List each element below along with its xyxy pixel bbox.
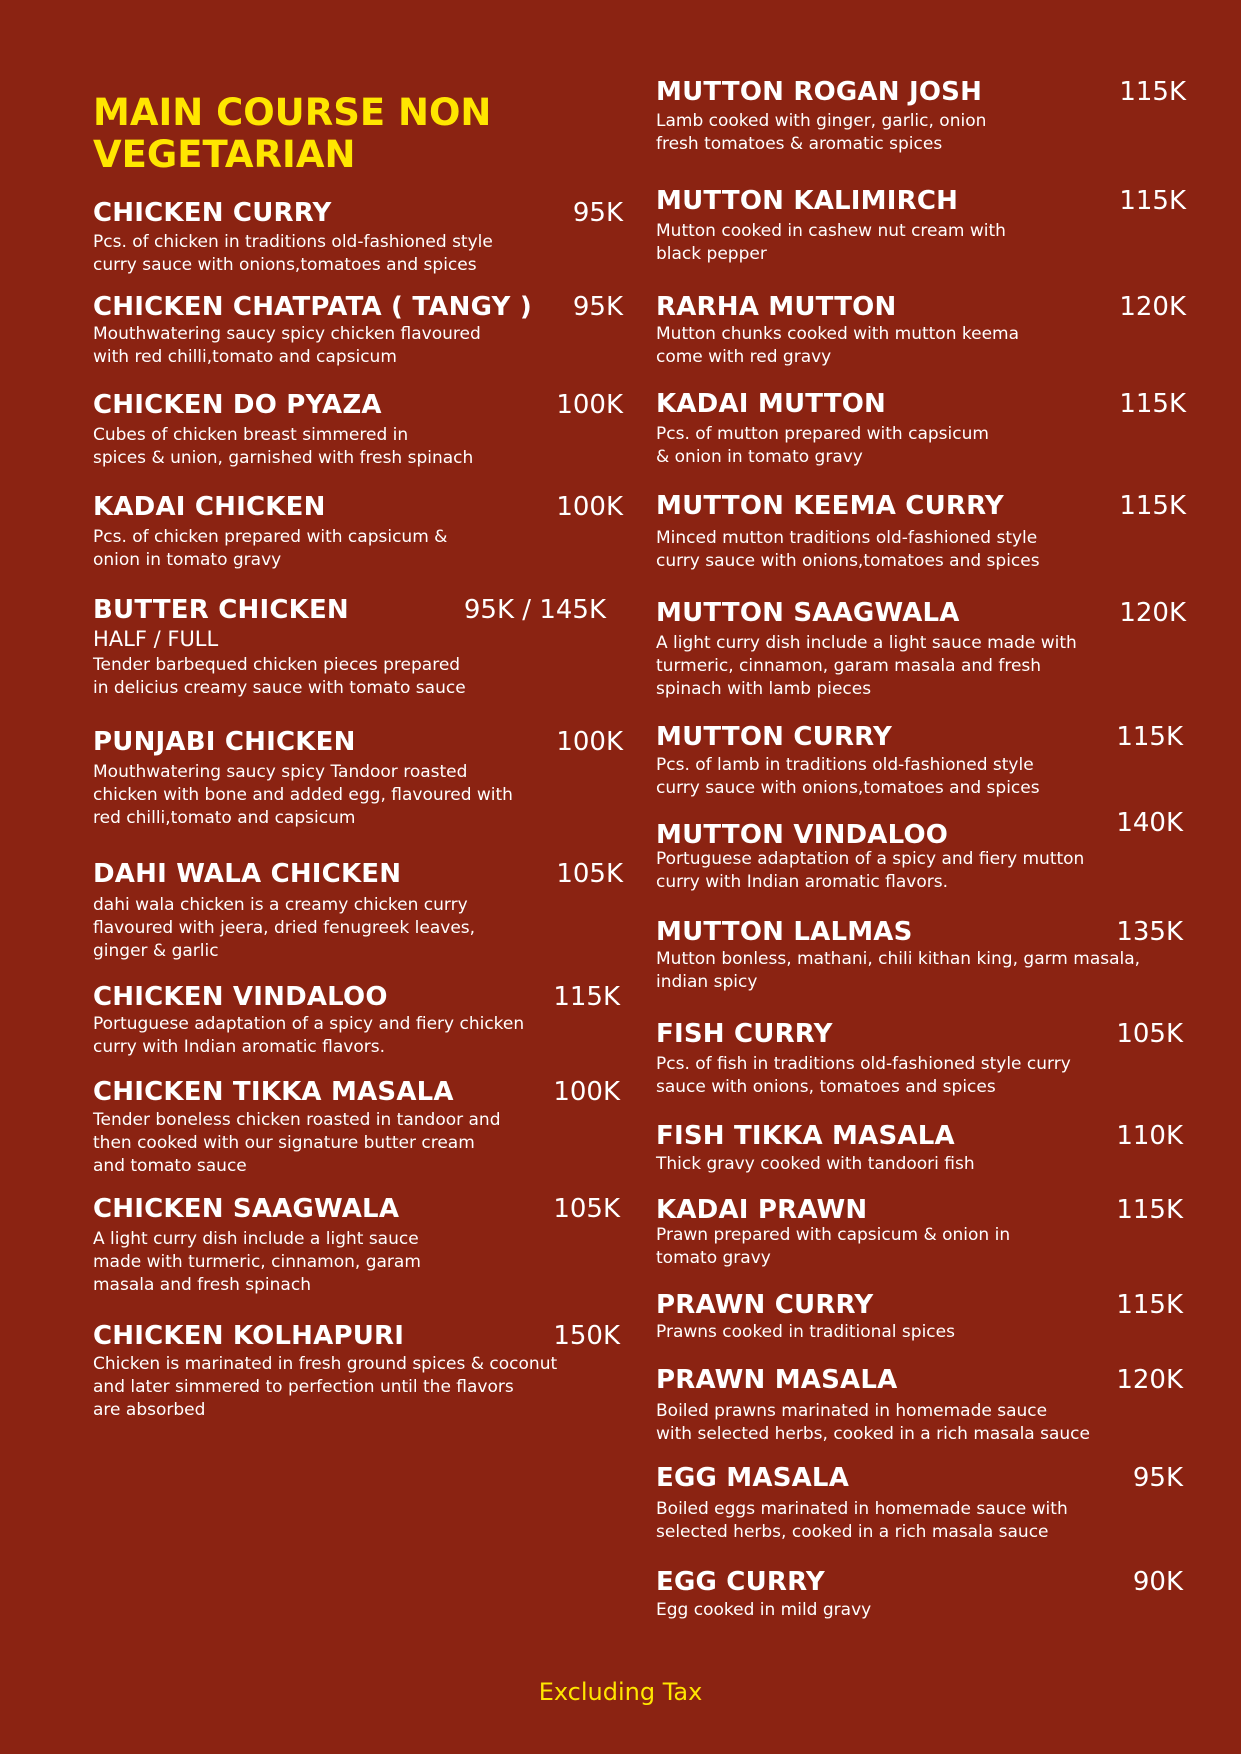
item-description: Lamb cooked with ginger, garlic, onion fresh tomatoes & aromatic spices <box>656 111 987 154</box>
item-price: 115K <box>1116 1195 1183 1225</box>
item-description: Mutton cooked in cashew nut cream with black pepper <box>656 221 1006 264</box>
item-description: Cubes of chicken breast simmered in spices & union, garnished with fresh spinach <box>93 425 474 468</box>
item-description: Tender boneless chicken roasted in tandoor and then cooked with our signature butter cream and tomato sauce <box>93 1110 501 1176</box>
item-name: KADAI MUTTON <box>656 389 887 419</box>
item-name: MUTTON KALIMIRCH <box>656 186 959 216</box>
item-name: KADAI CHICKEN <box>93 492 326 522</box>
item-price: 100K <box>556 727 623 757</box>
item-price: 120K <box>1119 598 1186 628</box>
item-description: Pcs. of fish in traditions old-fashioned style curry sauce with onions, tomatoes and spices <box>656 1054 1071 1097</box>
item-price: 115K <box>1116 1290 1183 1320</box>
item-name: MUTTON KEEMA CURRY <box>656 491 1004 521</box>
item-name: PRAWN CURRY <box>656 1290 874 1320</box>
item-description: Tender barbequed chicken pieces prepared in delicius creamy sauce with tomato sauce <box>93 655 466 698</box>
item-description: Pcs. of chicken prepared with capsicum & onion in tomato gravy <box>93 527 448 570</box>
item-name: CHICKEN VINDALOO <box>93 982 388 1012</box>
item-name: MUTTON ROGAN JOSH <box>656 77 983 107</box>
item-description: Minced mutton traditions old-fashioned style curry sauce with onions,tomatoes and spices <box>656 528 1040 571</box>
item-description: A light curry dish include a light sauce made with turmeric, cinnamon, garam masala and fresh spinach <box>93 1229 421 1295</box>
item-name: PRAWN MASALA <box>656 1365 898 1395</box>
item-price: 115K <box>1116 722 1183 752</box>
item-name: KADAI PRAWN <box>656 1195 868 1225</box>
item-name: CHICKEN KOLHAPURI <box>93 1321 405 1351</box>
item-portion: HALF / FULL <box>93 627 219 651</box>
item-price: 115K <box>1119 389 1186 419</box>
item-price: 135K <box>1116 917 1183 947</box>
item-name: PUNJABI CHICKEN <box>93 727 356 757</box>
item-description: Chicken is marinated in fresh ground spices & coconut and later simmered to perfection until the flavors are absorbed <box>93 1354 558 1420</box>
item-name: FISH CURRY <box>656 1019 833 1049</box>
item-name: CHICKEN CHATPATA ( TANGY ) <box>93 292 532 322</box>
item-price: 105K <box>553 1194 620 1224</box>
item-name: CHICKEN DO PYAZA <box>93 390 382 420</box>
item-price: 100K <box>556 492 623 522</box>
item-description: Mouthwatering saucy spicy chicken flavoured with red chilli,tomato and capsicum <box>93 324 481 367</box>
item-description: Boiled eggs marinated in homemade sauce with selected herbs, cooked in a rich masala sauce <box>656 1499 1068 1542</box>
item-name: EGG MASALA <box>656 1463 850 1493</box>
item-name: DAHI WALA CHICKEN <box>93 859 402 889</box>
item-description: Mouthwatering saucy spicy Tandoor roasted chicken with bone and added egg, flavoured with red chilli,tomato and capsicum <box>93 762 513 828</box>
item-name: CHICKEN TIKKA MASALA <box>93 1077 454 1107</box>
item-price: 95K <box>572 198 623 228</box>
item-price: 95K <box>572 292 623 322</box>
item-price: 110K <box>1116 1121 1183 1151</box>
item-description: Mutton chunks cooked with mutton keema come with red gravy <box>656 324 1020 367</box>
item-name: CHICKEN SAAGWALA <box>93 1194 400 1224</box>
item-price: 115K <box>1119 491 1186 521</box>
item-price: 100K <box>556 390 623 420</box>
tax-note: Excluding Tax <box>538 1678 703 1706</box>
page-title: MAIN COURSE NON VEGETARIAN <box>93 91 492 176</box>
item-description: Mutton bonless, mathani, chili kithan king, garm masala, indian spicy <box>656 949 1141 992</box>
item-name: MUTTON VINDALOO <box>656 820 949 850</box>
item-description: Prawn prepared with capsicum & onion in tomato gravy <box>656 1225 1011 1268</box>
item-description: dahi wala chicken is a creamy chicken curry flavoured with jeera, dried fenugreek leaves, ginger & garlic <box>93 895 476 961</box>
item-description: Portuguese adaptation of a spicy and fiery mutton curry with Indian aromatic flavors. <box>656 849 1085 892</box>
item-name: EGG CURRY <box>656 1567 825 1597</box>
item-price: 115K <box>553 982 620 1012</box>
item-price: 105K <box>1116 1019 1183 1049</box>
item-price: 120K <box>1116 1365 1183 1395</box>
item-price: 115K <box>1119 186 1186 216</box>
item-description: Pcs. of chicken in traditions old-fashioned style curry sauce with onions,tomatoes and spices <box>93 232 493 275</box>
item-price: 90K <box>1132 1567 1183 1597</box>
item-name: MUTTON CURRY <box>656 722 893 752</box>
item-name: MUTTON LALMAS <box>656 917 913 947</box>
item-description: Prawns cooked in traditional spices <box>656 1322 955 1342</box>
item-price: 100K <box>553 1077 620 1107</box>
item-price: 120K <box>1119 292 1186 322</box>
item-price: 105K <box>556 859 623 889</box>
item-description: Boiled prawns marinated in homemade sauce with selected herbs, cooked in a rich masala sauce <box>656 1401 1090 1444</box>
item-price: 140K <box>1116 808 1183 838</box>
item-name: RARHA MUTTON <box>656 292 897 322</box>
item-name: CHICKEN CURRY <box>93 198 332 228</box>
item-name: MUTTON SAAGWALA <box>656 598 960 628</box>
item-price: 150K <box>553 1321 620 1351</box>
item-price: 115K <box>1119 77 1186 107</box>
item-price: 95K <box>1132 1463 1183 1493</box>
item-description: Thick gravy cooked with tandoori fish <box>656 1154 975 1174</box>
item-description: A light curry dish include a light sauce made with turmeric, cinnamon, garam masala and fresh spinach with lamb pieces <box>656 633 1077 699</box>
item-name: BUTTER CHICKEN <box>93 595 349 625</box>
item-description: Egg cooked in mild gravy <box>656 1600 872 1620</box>
item-price: 95K / 145K <box>463 595 606 625</box>
item-description: Pcs. of mutton prepared with capsicum & onion in tomato gravy <box>656 424 989 467</box>
item-name: FISH TIKKA MASALA <box>656 1121 955 1151</box>
item-description: Portuguese adaptation of a spicy and fiery chicken curry with Indian aromatic flavors. <box>93 1014 525 1057</box>
item-description: Pcs. of lamb in traditions old-fashioned style curry sauce with onions,tomatoes and spices <box>656 755 1040 798</box>
